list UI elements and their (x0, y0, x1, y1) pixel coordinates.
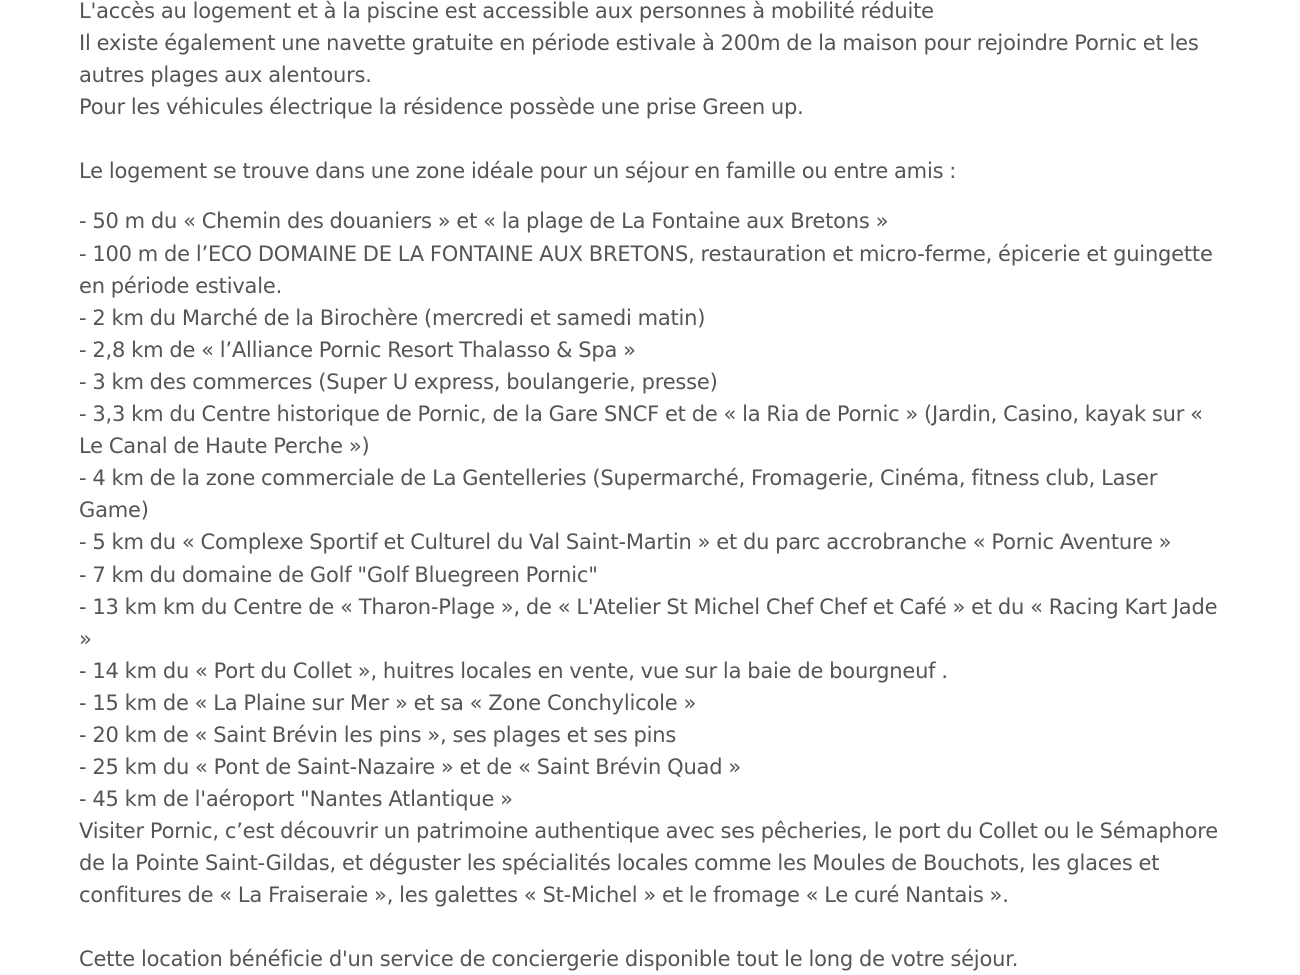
distance-item: - 2 km du Marché de la Birochère (mercredi et samedi matin) (79, 305, 706, 330)
paragraph-spacer (79, 123, 1219, 155)
distance-item: - 2,8 km de « l’Alliance Pornic Resort Thalasso & Spa » (79, 337, 636, 362)
distance-item: - 4 km de la zone commerciale de La Gentelleries (Supermarché, Fromagerie, Cinéma, fitness club, Laser Game) (79, 466, 1158, 523)
paragraph-spacer (79, 912, 1219, 943)
distances-list (79, 205, 1219, 815)
zone-heading: Le logement se trouve dans une zone idéale pour un séjour en famille ou entre amis : (79, 159, 957, 184)
distance-item: - 3 km des commerces (Super U express, boulangerie, presse) (79, 369, 718, 394)
distance-item: - 100 m de l’ECO DOMAINE DE LA FONTAINE AUX BRETONS, restauration et micro-ferme, épicerie et guingette en période estivale. (79, 241, 1213, 298)
accessibility-text: L'accès au logement et à la piscine est accessible aux personnes à mobilité réduite (79, 0, 934, 23)
distance-item: - 14 km du « Port du Collet », huitres locales en vente, vue sur la baie de bourgneuf . (79, 658, 948, 683)
paragraph-spacer (79, 187, 1219, 205)
description-content (79, 0, 1219, 975)
ev-charging-text: Pour les véhicules électrique la résidence possède une prise Green up. (79, 95, 804, 120)
distance-item: - 15 km de « La Plaine sur Mer » et sa « Zone Conchylicole » (79, 690, 697, 715)
distance-item: - 45 km de l'aéroport "Nantes Atlantique » (79, 787, 513, 812)
distance-item: - 3,3 km du Centre historique de Pornic, de la Gare SNCF et de « la Ria de Pornic » (Jardin, Casino, kayak sur « Le Canal de Haute Perche ») (79, 402, 1203, 459)
conciergerie-text: Cette location bénéficie d'un service de conciergerie disponible tout le long de votre séjour. (79, 946, 1019, 971)
distance-item: - 7 km du domaine de Golf "Golf Bluegreen Pornic" (79, 562, 598, 587)
shuttle-text: Il existe également une navette gratuite en période estivale à 200m de la maison pour rejoindre Pornic et les autres plages aux alentours. (79, 31, 1199, 88)
distance-item: - 50 m du « Chemin des douaniers » et « la plage de La Fontaine aux Bretons » (79, 209, 889, 234)
visit-pornic-text: Visiter Pornic, c’est découvrir un patrimoine authentique avec ses pêcheries, le port du Collet ou le Sémaphore de la Pointe Saint-Gildas, et déguster les spécialités locales comme les Moules de Bouchots, les glaces et confitures de « La Fraiseraie », les galettes « St-Michel » et le fromage « Le curé Nantais ». (79, 819, 1219, 908)
distance-item: - 20 km de « Saint Brévin les pins », ses plages et ses pins (79, 722, 677, 747)
distance-item: - 13 km km du Centre de « Tharon-Plage », de « L'Atelier St Michel Chef Chef et Café » et du « Racing Kart Jade » (79, 594, 1218, 651)
distance-item: - 5 km du « Complexe Sportif et Culturel du Val Saint-Martin » et du parc accrobranche « Pornic Aventure » (79, 530, 1172, 555)
distance-item: - 25 km du « Pont de Saint-Nazaire » et de « Saint Brévin Quad » (79, 755, 741, 780)
